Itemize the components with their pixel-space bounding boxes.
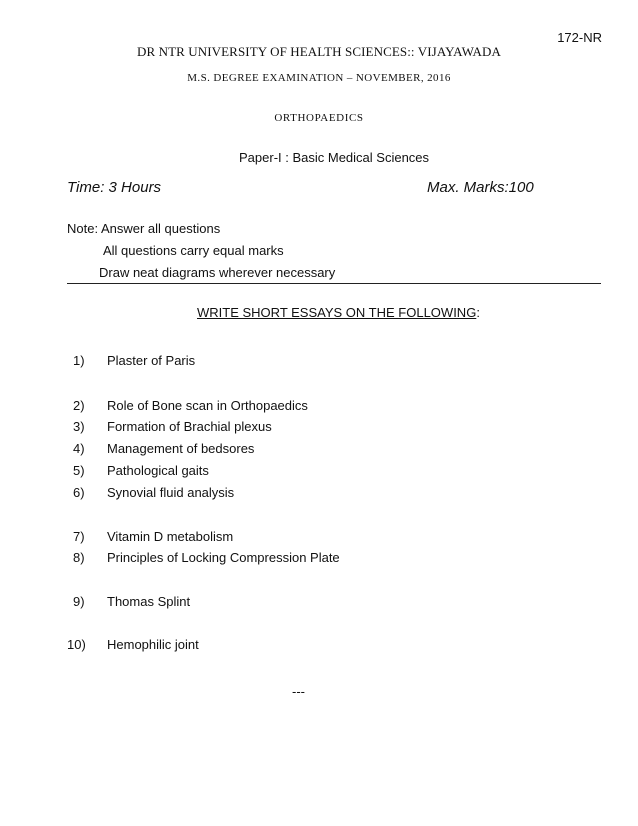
- question-number: 7): [73, 529, 85, 544]
- university-name: DR NTR UNIVERSITY OF HEALTH SCIENCES:: VIJAYAWADA: [136, 44, 502, 59]
- question-number: 2): [73, 398, 85, 413]
- question-item: [0, 353, 638, 371]
- subject-title: ORTHOPAEDICS: [274, 112, 364, 124]
- question-item: [0, 550, 638, 568]
- question-item: [0, 637, 638, 655]
- exam-title: M.S. DEGREE EXAMINATION – NOVEMBER, 2016: [187, 72, 451, 84]
- question-text: Principles of Locking Compression Plate: [107, 550, 340, 565]
- question-number: 8): [73, 550, 85, 565]
- question-item: [0, 594, 638, 612]
- question-text: Role of Bone scan in Orthopaedics: [107, 398, 308, 413]
- section-heading-text: WRITE SHORT ESSAYS ON THE FOLLOWING: [197, 305, 477, 320]
- question-item: [0, 485, 638, 503]
- question-item: [0, 529, 638, 547]
- question-item: [0, 441, 638, 459]
- end-mark: ---: [292, 684, 305, 699]
- question-number: 6): [73, 485, 85, 500]
- divider-line: [67, 283, 601, 284]
- note-diagrams: Draw neat diagrams wherever necessary: [99, 265, 336, 280]
- question-text: Vitamin D metabolism: [107, 529, 234, 544]
- question-number: 5): [73, 463, 85, 478]
- question-item: [0, 463, 638, 481]
- question-text: Pathological gaits: [107, 463, 209, 478]
- question-item: [0, 419, 638, 437]
- paper-title: Paper-I : Basic Medical Sciences: [239, 150, 430, 165]
- max-marks: Max. Marks:100: [427, 179, 534, 196]
- question-number: 1): [73, 353, 85, 368]
- question-number: 9): [73, 594, 85, 609]
- question-number: 3): [73, 419, 85, 434]
- question-number: 4): [73, 441, 85, 456]
- question-text: Formation of Brachial plexus: [107, 419, 272, 434]
- question-text: Plaster of Paris: [107, 353, 196, 368]
- question-text: Hemophilic joint: [107, 637, 199, 652]
- note-label: Note: Answer all questions: [67, 221, 221, 236]
- time-allowed: Time: 3 Hours: [67, 179, 162, 196]
- section-heading: [197, 305, 480, 320]
- question-text: Synovial fluid analysis: [107, 485, 235, 500]
- question-number: 10): [67, 637, 86, 652]
- note-equal-marks: All questions carry equal marks: [103, 243, 284, 258]
- question-text: Thomas Splint: [107, 594, 191, 609]
- paper-code: 172-NR: [557, 30, 602, 45]
- question-text: Management of bedsores: [107, 441, 255, 456]
- question-item: [0, 398, 638, 416]
- section-heading-colon: :: [476, 305, 480, 320]
